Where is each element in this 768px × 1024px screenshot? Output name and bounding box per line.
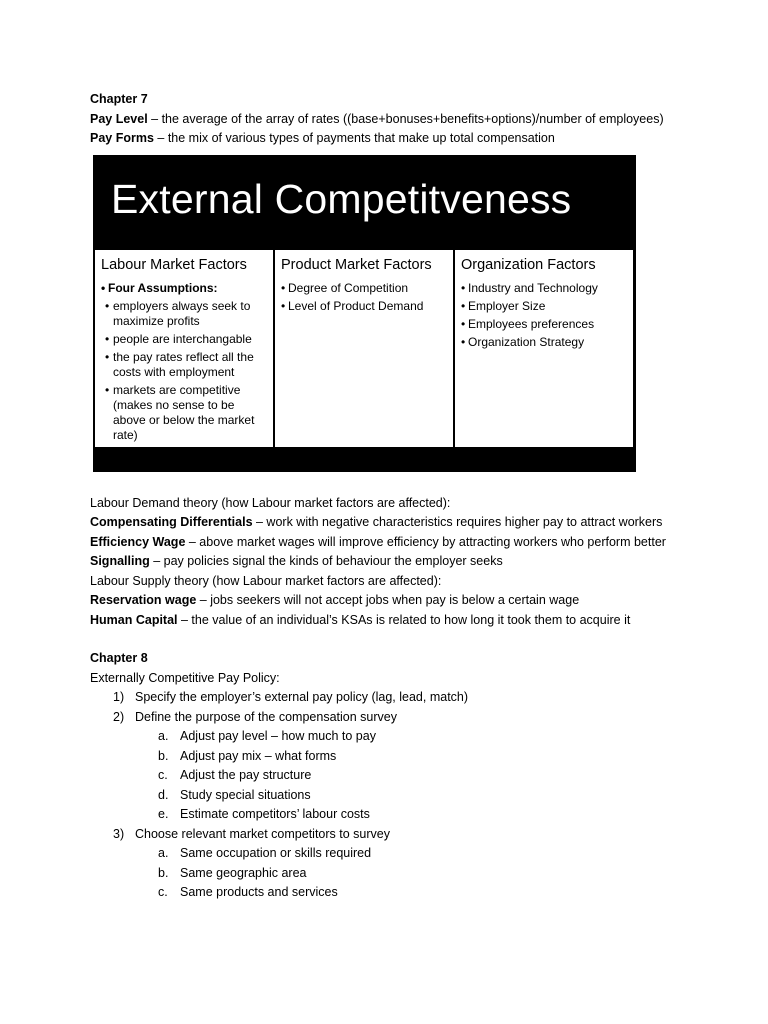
list-item [90,766,690,786]
pay-policy-intro: Externally Competitive Pay Policy: [90,670,280,685]
compensating-differentials-line [90,513,690,533]
list-text: Define the purpose of the compensation survey [135,709,397,724]
human-capital-definition: – the value of an individual’s KSAs is related to how long it took them to acquire it [177,612,631,627]
signalling-definition: – pay policies signal the kinds of behaviour the employer seeks [149,554,503,568]
factor-columns [95,250,633,447]
product-market-factors-box [275,250,453,447]
external-competitiveness-diagram [93,155,636,472]
list-item: • markets are competitive (makes no sense to be above or below the market rate) [105,383,267,443]
efficiency-wage-definition: – above market wages will improve efficiency by attracting workers who perform better [185,534,666,549]
list-number: 3) [113,826,125,841]
list-item: • Level of Product Demand [281,299,447,314]
labour-supply-theory: Labour Supply theory (how Labour market factors are affected): [90,573,442,588]
list-text: Adjust the pay structure [180,768,312,782]
chapter-8-heading: Chapter 8 [90,651,148,665]
product-market-factors-heading: Product Market Factors [281,256,432,273]
pay-forms-term: Pay Forms [90,131,154,145]
reservation-wage-line [90,591,690,611]
signalling-term: Signalling [90,554,150,568]
list-item: • the pay rates reflect all the costs with employment [105,350,267,380]
list-text: Adjust pay level – how much to pay [180,729,376,743]
labour-market-factors-box [95,250,273,447]
list-letter: a. [158,729,169,743]
diagram-title: External Competitveness [111,175,572,222]
list-item: • Employees preferences [461,317,627,332]
pay-forms-line [90,129,690,149]
list-item: • Four Assumptions: [101,281,267,296]
efficiency-wage-term: Efficiency Wage [90,534,186,549]
list-item [90,825,690,845]
efficiency-wage-line [90,533,690,553]
list-text: Specify the employer’s external pay policy (lag, lead, match) [135,690,469,704]
list-number: 2) [113,709,125,724]
list-item: • people are interchangable [105,332,267,347]
reservation-wage-term: Reservation wage [90,593,197,607]
pay-forms-definition: – the mix of various types of payments that make up total compensation [153,131,555,145]
list-item [90,747,690,767]
organization-factors-heading: Organization Factors [461,256,596,273]
pay-level-term: Pay Level [90,111,148,126]
list-text: Estimate competitors’ labour costs [180,807,370,821]
list-text: Study special situations [180,787,311,802]
list-text: Same occupation or skills required [180,846,372,860]
list-letter: b. [158,748,169,763]
labour-market-factors-list [101,281,267,443]
list-letter: e. [158,807,169,821]
list-number: 1) [113,690,125,704]
list-item: • Organization Strategy [461,335,627,350]
human-capital-line [90,611,690,631]
reservation-wage-definition: – jobs seekers will not accept jobs when pay is below a certain wage [196,593,580,607]
list-text: Same products and services [180,885,338,899]
list-text: Adjust pay mix – what forms [180,748,337,763]
list-letter: d. [158,787,169,802]
list-item: • Industry and Technology [461,281,627,296]
list-letter: a. [158,846,169,860]
list-letter: b. [158,865,169,880]
list-item: • Employer Size [461,299,627,314]
compensating-differentials-term: Compensating Differentials [90,515,253,529]
list-item [90,708,690,728]
human-capital-term: Human Capital [90,612,178,627]
list-letter: c. [158,768,168,782]
labour-demand-theory: Labour Demand theory (how Labour market factors are affected): [90,495,451,510]
compensating-differentials-definition: – work with negative characteristics requires higher pay to attract workers [252,515,663,529]
pay-level-definition: – the average of the array of rates ((base+bonuses+benefits+options)/number of employees) [147,111,664,126]
list-item: • Degree of Competition [281,281,447,296]
organization-factors-list [461,281,627,350]
list-item [90,864,690,884]
signalling-line [90,552,690,572]
labour-market-factors-heading: Labour Market Factors [101,256,247,273]
list-item [90,805,690,825]
pay-level-line [90,110,690,130]
product-market-factors-list [281,281,447,314]
list-item: • employers always seek to maximize profits [105,299,267,329]
organization-factors-box [455,250,633,447]
list-item [90,786,690,806]
list-text: Same geographic area [180,865,307,880]
list-item [90,883,690,903]
list-text: Choose relevant market competitors to survey [135,826,390,841]
list-letter: c. [158,885,168,899]
list-item [90,844,690,864]
list-item [90,688,690,708]
list-item [90,727,690,747]
chapter-7-heading: Chapter 7 [90,92,148,106]
document-page [90,90,690,903]
